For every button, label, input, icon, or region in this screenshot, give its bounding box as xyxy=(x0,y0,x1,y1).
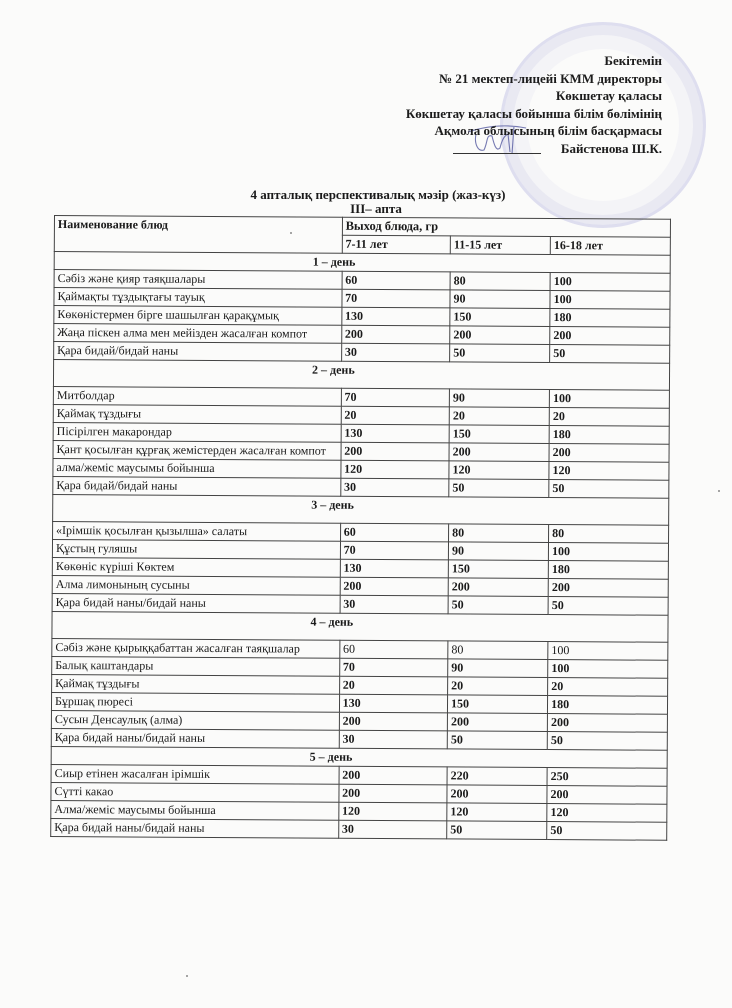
approval-line: Көкшетау қаласы бойынша білім бөлімінің xyxy=(405,105,662,121)
portion-value: 60 xyxy=(342,271,450,290)
portion-value: 200 xyxy=(448,578,548,597)
dish-name: Қара бидай/бидай наны xyxy=(53,476,341,496)
dish-name: Қара бидай/бидай наны xyxy=(54,342,342,362)
portion-value: 100 xyxy=(549,543,669,562)
dish-name: Көкөніс күріші Көктем xyxy=(52,557,340,577)
portion-value: 30 xyxy=(340,478,448,497)
dish-name: Алма/жеміс маусымы бойынша xyxy=(51,800,339,820)
portion-value: 120 xyxy=(449,461,549,480)
portion-value: 200 xyxy=(339,766,447,785)
scan-speck xyxy=(290,232,292,234)
header-age-group: 7-11 лет xyxy=(342,235,450,254)
portion-value: 50 xyxy=(547,822,667,841)
portion-value: 120 xyxy=(549,462,669,481)
portion-value: 90 xyxy=(449,389,549,408)
dish-name: алма/жеміс маусымы бойынша xyxy=(53,458,341,478)
portion-value: 80 xyxy=(450,272,550,291)
dish-row xyxy=(51,818,667,840)
scan-speck xyxy=(718,490,720,492)
scan-speck xyxy=(186,975,188,977)
portion-value: 20 xyxy=(449,407,549,426)
portion-value: 30 xyxy=(339,730,447,749)
portion-value: 200 xyxy=(339,784,447,803)
portion-value: 200 xyxy=(550,327,670,346)
week-label: ІІІ– апта xyxy=(350,201,402,216)
portion-value: 120 xyxy=(341,460,449,479)
header-age-group: 11-15 лет xyxy=(450,236,550,255)
approval-line: № 21 мектеп-лицейі КММ директоры xyxy=(439,70,662,86)
dish-name: Балық каштандары xyxy=(52,656,340,676)
portion-value: 80 xyxy=(549,525,669,544)
dish-name: Пісірілген макарондар xyxy=(53,422,341,442)
portion-value: 90 xyxy=(450,290,550,309)
portion-value: 50 xyxy=(450,344,550,363)
approval-block xyxy=(406,52,662,157)
day-label-cell xyxy=(53,494,669,525)
dish-name: Қара бидай наны/бидай наны xyxy=(51,728,339,748)
dish-name: Алма лимонының сусыны xyxy=(52,575,340,595)
day-label: 3 – день xyxy=(311,497,354,512)
portion-value: 150 xyxy=(448,560,548,579)
approval-line: Бекітемін xyxy=(604,53,662,68)
portion-value: 200 xyxy=(547,786,667,805)
portion-value: 50 xyxy=(550,345,670,364)
dish-name: Жаңа піскен алма мен мейізден жасалған компот xyxy=(54,324,342,344)
portion-value: 120 xyxy=(547,804,667,823)
portion-value: 130 xyxy=(340,559,448,578)
portion-value: 180 xyxy=(550,309,670,328)
portion-value: 20 xyxy=(549,408,669,427)
day-label: 5 – день xyxy=(309,749,353,764)
portion-value: 100 xyxy=(550,273,670,292)
portion-value: 130 xyxy=(342,307,450,326)
portion-value: 70 xyxy=(342,289,450,308)
approval-line: Ақмола облысының білім басқармасы xyxy=(434,123,662,138)
portion-value: 60 xyxy=(340,523,448,542)
day-header-row xyxy=(53,494,669,525)
dish-name: Қаймақ тұздығы xyxy=(52,674,340,694)
portion-value: 150 xyxy=(448,695,548,714)
portion-value: 250 xyxy=(547,768,667,787)
portion-value: 50 xyxy=(449,479,549,498)
portion-value: 70 xyxy=(340,541,448,560)
portion-value: 200 xyxy=(549,444,669,463)
header-output-group: Выход блюда, гр xyxy=(342,217,670,237)
portion-value: 200 xyxy=(450,326,550,345)
dish-name: Қаймақ тұздығы xyxy=(53,404,341,424)
portion-value: 50 xyxy=(548,597,668,616)
day-label-cell xyxy=(52,611,668,642)
dish-name: Қара бидай наны/бидай наны xyxy=(51,818,339,838)
day-header-row xyxy=(52,611,668,642)
portion-value: 150 xyxy=(450,308,550,327)
portion-value: 20 xyxy=(339,676,447,695)
portion-value: 70 xyxy=(341,388,449,407)
day-label-cell xyxy=(53,360,669,391)
portion-value: 30 xyxy=(341,343,449,362)
portion-value: 120 xyxy=(447,803,547,822)
header-dish-name: Наименование блюд xyxy=(54,216,342,254)
portion-value: 50 xyxy=(547,732,667,751)
dish-name: Қант қосылған құрғақ жемістерден жасалған компот xyxy=(53,440,341,460)
portion-value: 60 xyxy=(339,640,447,659)
portion-value: 50 xyxy=(549,480,669,499)
dish-name: Қара бидай наны/бидай наны xyxy=(52,593,340,613)
portion-value: 200 xyxy=(341,325,449,344)
day-label: 4 – день xyxy=(310,614,354,629)
portion-value: 20 xyxy=(341,406,449,425)
portion-value: 130 xyxy=(341,424,449,443)
portion-value: 50 xyxy=(447,821,547,840)
portion-value: 30 xyxy=(340,595,448,614)
dish-name: «Ірімшік қосылған қызылша» салаты xyxy=(53,521,341,541)
portion-value: 20 xyxy=(448,677,548,696)
portion-value: 200 xyxy=(548,579,668,598)
portion-value: 50 xyxy=(447,731,547,750)
portion-value: 20 xyxy=(548,678,668,697)
portion-value: 80 xyxy=(449,524,549,543)
portion-value: 200 xyxy=(339,712,447,731)
portion-value: 80 xyxy=(448,641,548,660)
portion-value: 90 xyxy=(448,542,548,561)
portion-value: 100 xyxy=(550,291,670,310)
portion-value: 200 xyxy=(447,785,547,804)
portion-value: 30 xyxy=(338,820,446,839)
portion-value: 100 xyxy=(548,642,668,661)
document-title: 4 апталық перспективалық мәзір (жаз-күз) xyxy=(250,187,506,202)
portion-value: 100 xyxy=(549,390,669,409)
portion-value: 120 xyxy=(338,802,446,821)
portion-value: 180 xyxy=(548,561,668,580)
menu-table xyxy=(50,215,671,841)
dish-name: Сиыр етінен жасалған ірімшік xyxy=(51,764,339,784)
portion-value: 90 xyxy=(448,659,548,678)
portion-value: 200 xyxy=(447,713,547,732)
day-label: 1 – день xyxy=(312,254,356,269)
dish-name: Сүтті какао xyxy=(51,782,339,802)
portion-value: 150 xyxy=(449,425,549,444)
header-age-group: 16-18 лет xyxy=(550,237,670,256)
portion-value: 200 xyxy=(341,442,449,461)
dish-name: Құстың гуляшы xyxy=(52,539,340,559)
menu-body xyxy=(51,252,671,841)
day-label: 2 – день xyxy=(312,362,355,377)
dish-name: Бұршақ пюресі xyxy=(51,692,339,712)
portion-value: 70 xyxy=(339,658,447,677)
portion-value: 180 xyxy=(549,426,669,445)
portion-value: 200 xyxy=(449,443,549,462)
portion-value: 180 xyxy=(548,696,668,715)
dish-name: Сәбіз және қияр таяқшалары xyxy=(54,270,342,290)
portion-value: 50 xyxy=(448,596,548,615)
portion-value: 100 xyxy=(548,660,668,679)
dish-name: Көкөністермен бірге шашылған қарақұмық xyxy=(54,306,342,326)
signature-line xyxy=(453,153,541,154)
approval-signatory: Байстенова Ш.К. xyxy=(560,140,662,156)
portion-value: 220 xyxy=(447,767,547,786)
portion-value: 200 xyxy=(340,577,448,596)
dish-name: Митболдар xyxy=(53,386,341,406)
portion-value: 200 xyxy=(547,714,667,733)
dish-name: Сәбіз және қырыққабаттан жасалған таяқшалар xyxy=(52,638,340,658)
portion-value: 130 xyxy=(339,694,447,713)
day-header-row xyxy=(53,360,669,391)
dish-name: Сусын Денсаулық (алма) xyxy=(51,710,339,730)
approval-line: Көкшетау қаласы xyxy=(555,88,662,103)
dish-name: Қаймақты тұздықтағы тауық xyxy=(54,288,342,308)
